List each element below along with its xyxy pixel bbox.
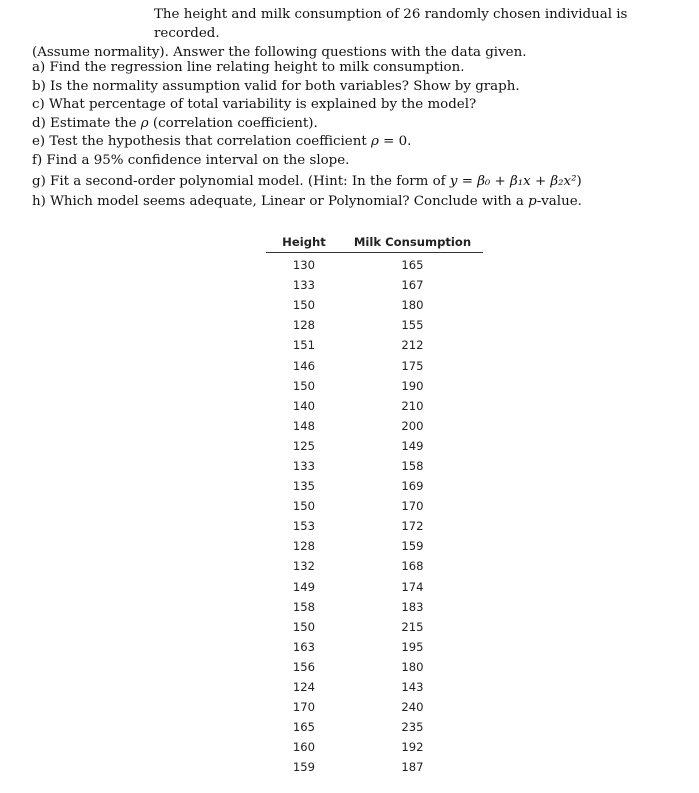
cell-milk: 172	[401, 519, 424, 534]
table-row	[266, 416, 483, 436]
question-e-text: e) Test the hypothesis that correlation coefficient	[32, 134, 371, 150]
cell-milk: 192	[401, 740, 424, 755]
question-g-text: g) Fit a second-order polynomial model. (Hint: In the form of	[32, 173, 450, 189]
cell-height: 132	[292, 559, 316, 574]
cell-height: 133	[292, 458, 316, 473]
table-row	[266, 456, 483, 476]
cell-height: 150	[292, 298, 316, 313]
intro-line-2: (Assume normality). Answer the following questions with the data given.	[32, 45, 527, 60]
table-row	[266, 496, 483, 516]
question-c: c) What percentage of total variability is explained by the model?	[32, 97, 477, 113]
cell-height: 128	[292, 318, 316, 333]
cell-milk: 190	[401, 378, 424, 393]
cell-height: 159	[292, 760, 316, 775]
cell-milk: 240	[401, 700, 424, 715]
table-row	[266, 577, 483, 597]
cell-milk: 143	[401, 680, 424, 695]
cell-height: 151	[292, 338, 316, 353]
cell-milk: 183	[401, 599, 424, 614]
cell-milk: 195	[401, 639, 424, 654]
table-row	[266, 436, 483, 456]
question-d	[32, 115, 682, 134]
table-row	[266, 275, 483, 295]
cell-height: 135	[292, 479, 316, 494]
table-row	[266, 677, 483, 697]
cell-height: 158	[292, 599, 316, 614]
rho-symbol: ρ	[371, 134, 379, 150]
cell-milk: 210	[401, 398, 424, 413]
question-h-text-end: -value.	[536, 193, 582, 209]
table-header-row	[266, 231, 483, 253]
table-row	[266, 556, 483, 576]
question-h	[32, 193, 682, 212]
cell-height: 156	[292, 659, 316, 674]
question-e	[32, 133, 682, 152]
cell-milk: 180	[401, 298, 424, 313]
question-e-text-end: = 0.	[378, 134, 412, 150]
table-body	[266, 253, 483, 778]
cell-milk: 180	[401, 659, 424, 674]
cell-height: 148	[292, 418, 316, 433]
question-d-text-end: (correlation coefficient).	[148, 115, 318, 131]
cell-milk: 158	[401, 458, 424, 473]
table-row	[266, 516, 483, 536]
cell-milk: 215	[401, 619, 424, 634]
question-d-text: d) Estimate the	[32, 115, 141, 131]
question-f: f) Find a 95% confidence interval on the slope.	[32, 152, 350, 168]
question-h-text: h) Which model seems adequate, Linear or Polynomial? Conclude with a	[32, 193, 529, 209]
table-row	[266, 335, 483, 355]
cell-height: 128	[292, 539, 316, 554]
cell-height: 146	[292, 358, 316, 373]
cell-milk: 167	[401, 278, 424, 293]
cell-milk: 235	[401, 720, 424, 735]
cell-height: 150	[292, 499, 316, 514]
data-table	[266, 231, 483, 777]
table-row	[266, 536, 483, 556]
table-row	[266, 637, 483, 657]
table-row	[266, 757, 483, 777]
cell-height: 170	[292, 700, 316, 715]
cell-height: 150	[292, 619, 316, 634]
cell-height: 160	[292, 740, 316, 755]
cell-milk: 155	[401, 318, 424, 333]
cell-milk: 149	[401, 438, 424, 453]
cell-height: 163	[292, 639, 316, 654]
table-row	[266, 295, 483, 315]
cell-milk: 175	[401, 358, 424, 373]
problem-intro	[32, 5, 682, 62]
cell-milk: 187	[401, 760, 424, 775]
question-a: a) Find the regression line relating height to milk consumption.	[32, 60, 465, 75]
cell-height: 149	[292, 579, 316, 594]
cell-milk: 174	[401, 579, 424, 594]
table-row	[266, 396, 483, 416]
column-header-milk: Milk Consumption	[342, 231, 483, 253]
question-g	[32, 171, 682, 193]
question-g-text-end: )	[576, 173, 582, 189]
table-row	[266, 657, 483, 677]
cell-milk: 165	[401, 258, 424, 273]
rho-symbol: ρ	[140, 115, 149, 131]
cell-milk: 169	[401, 479, 424, 494]
question-b: b) Is the normality assumption valid for both variables? Show by graph.	[32, 78, 520, 94]
table-row	[266, 253, 483, 276]
p-symbol: p	[528, 193, 537, 209]
table-row	[266, 476, 483, 496]
table-row	[266, 376, 483, 396]
question-list	[32, 59, 682, 211]
cell-height: 153	[292, 519, 316, 534]
table-row	[266, 617, 483, 637]
cell-height: 124	[292, 680, 316, 695]
column-header-height: Height	[266, 231, 342, 253]
table-row	[266, 697, 483, 717]
cell-height: 150	[292, 378, 316, 393]
cell-height: 125	[292, 438, 316, 453]
cell-height: 140	[292, 398, 316, 413]
cell-height: 133	[292, 278, 316, 293]
polynomial-formula: y = β₀ + β₁x + β₂x²	[449, 173, 577, 189]
cell-milk: 168	[401, 559, 424, 574]
table-row	[266, 737, 483, 757]
cell-milk: 212	[401, 338, 424, 353]
cell-height: 165	[292, 720, 316, 735]
cell-milk: 159	[401, 539, 424, 554]
table-row	[266, 717, 483, 737]
cell-milk: 200	[401, 418, 424, 433]
cell-milk: 170	[401, 499, 424, 514]
table-row	[266, 597, 483, 617]
table-row	[266, 315, 483, 335]
table-row	[266, 355, 483, 375]
intro-line-1: The height and milk consumption of 26 randomly chosen individual is recorded.	[154, 7, 628, 41]
cell-height: 130	[292, 258, 316, 273]
